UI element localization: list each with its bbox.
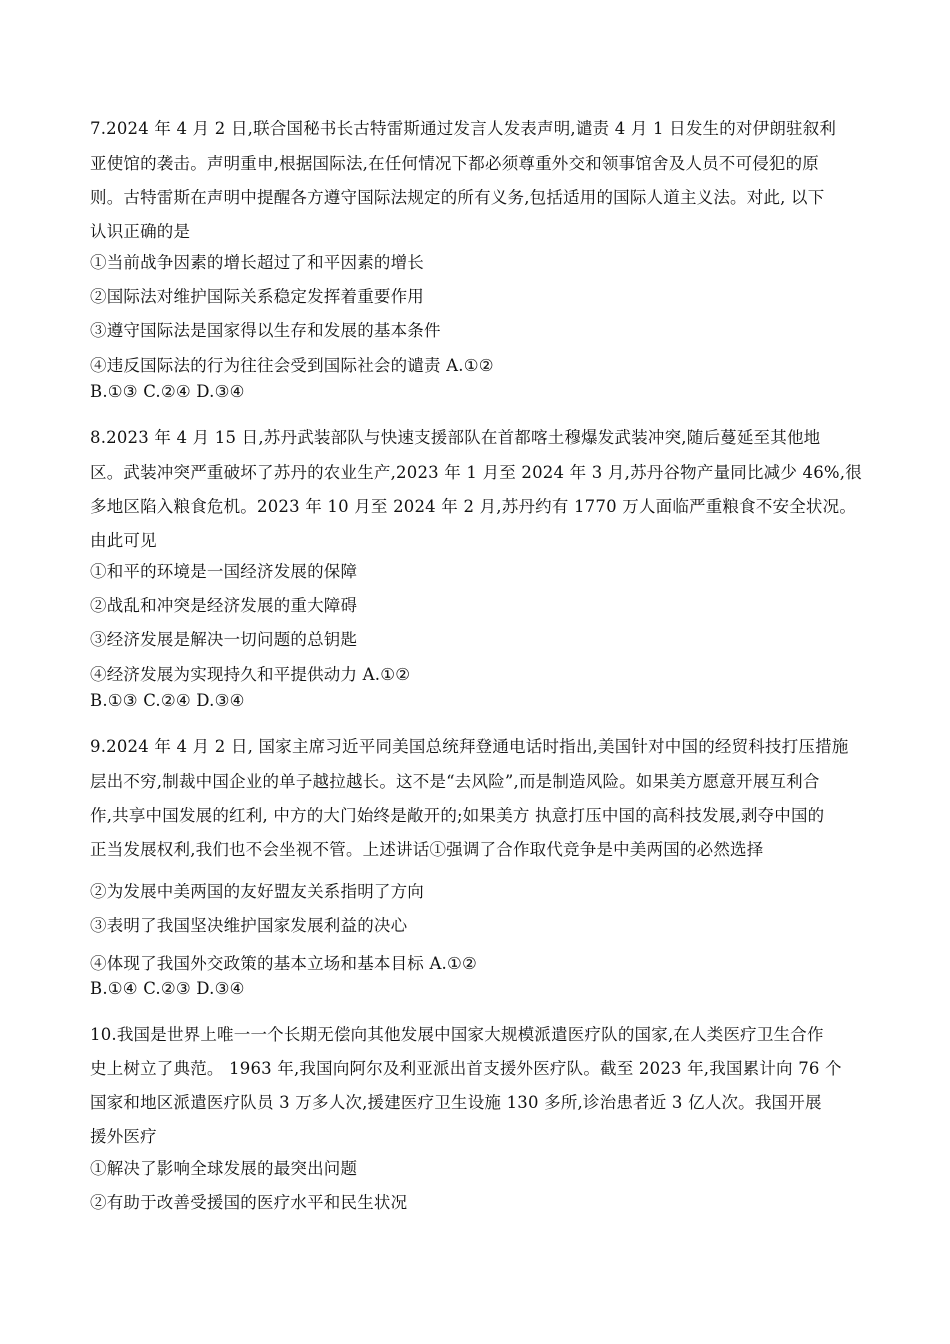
q10-option-2: ②有助于改善受援国的医疗水平和民生状况: [90, 1193, 408, 1212]
q9-stem-line-3: 作,共享中国发展的红利, 中方的大门始终是敞开的;如果美方 执意打压中国的高科技发展,剥夺中国的: [90, 806, 825, 825]
q7-option-3: ③遵守国际法是国家得以生存和发展的基本条件: [90, 321, 441, 340]
q10-stem-line-3: 国家和地区派遣医疗队员 3 万多人次,援建医疗卫生设施 130 多所,诊治患者近 3 亿人次。我国开展: [90, 1093, 822, 1112]
q9-stem-line-4: 正当发展权利,我们也不会坐视不管。上述讲话①强调了合作取代竞争是中美两国的必然选择: [90, 840, 764, 859]
q9-stem-line-1: 9.2024 年 4 月 2 日, 国家主席习近平同美国总统拜登通电话时指出,美国针对中国的经贸科技打压措施: [90, 737, 849, 756]
q8-stem-line-4: 由此可见: [90, 531, 157, 550]
q8-stem-line-3: 多地区陷入粮食危机。2023 年 10 月至 2024 年 2 月,苏丹约有 1770 万人面临严重粮食不安全状况。: [90, 497, 857, 516]
q8-option-3: ③经济发展是解决一切问题的总钥匙: [90, 630, 358, 649]
q10-stem-line-1: 10.我国是世界上唯一一个长期无偿向其他发展中国家大规模派遣医疗队的国家,在人类医疗卫生合作: [90, 1025, 824, 1044]
q8-option-1: ①和平的环境是一国经济发展的保障: [90, 562, 358, 581]
q7-option-4: ④违反国际法的行为往往会受到国际社会的谴责 A.①②: [90, 356, 494, 375]
q7-stem-line-1: 7.2024 年 4 月 2 日,联合国秘书长古特雷斯通过发言人发表声明,谴责 4 月 1 日发生的对伊朗驻叙利: [90, 119, 837, 138]
q10-option-1: ①解决了影响全球发展的最突出问题: [90, 1159, 358, 1178]
q7-stem-line-2: 亚使馆的袭击。声明重申,根据国际法,在任何情况下都必须尊重外交和领事馆舍及人员不可侵犯的原: [90, 154, 819, 173]
q9-option-4: ④体现了我国外交政策的基本立场和基本目标 A.①②: [90, 954, 477, 973]
q7-option-2: ②国际法对维护国际关系稳定发挥着重要作用: [90, 287, 424, 306]
q8-choices: B.①③ C.②④ D.③④: [90, 691, 245, 710]
q8-option-2: ②战乱和冲突是经济发展的重大障碍: [90, 596, 358, 615]
q10-stem-line-4: 援外医疗: [90, 1127, 157, 1146]
q10-stem-line-2: 史上树立了典范。 1963 年,我国向阿尔及利亚派出首支援外医疗队。截至 2023 年,我国累计向 76 个: [90, 1059, 842, 1078]
q8-stem-line-1: 8.2023 年 4 月 15 日,苏丹武装部队与快速支援部队在首都喀土穆爆发武装冲突,随后蔓延至其他地: [90, 428, 821, 447]
q9-option-2: ②为发展中美两国的友好盟友关系指明了方向: [90, 882, 424, 901]
q7-stem-line-4: 认识正确的是: [90, 222, 191, 241]
q7-stem-line-3: 则。古特雷斯在声明中提醒各方遵守国际法规定的所有义务,包括适用的国际人道主义法。对此, 以下: [90, 188, 825, 207]
q9-choices: B.①④ C.②③ D.③④: [90, 979, 245, 998]
q7-option-1: ①当前战争因素的增长超过了和平因素的增长: [90, 253, 424, 272]
q8-stem-line-2: 区。武装冲突严重破坏了苏丹的农业生产,2023 年 1 月至 2024 年 3 月,苏丹谷物产量同比减少 46%,很: [90, 463, 862, 482]
q8-option-4: ④经济发展为实现持久和平提供动力 A.①②: [90, 665, 411, 684]
q9-stem-line-2: 层出不穷,制裁中国企业的单子越拉越长。这不是“去风险”,而是制造风险。如果美方愿意开展互利合: [90, 772, 820, 791]
q9-option-3: ③表明了我国坚决维护国家发展利益的决心: [90, 916, 408, 935]
q7-choices: B.①③ C.②④ D.③④: [90, 382, 245, 401]
